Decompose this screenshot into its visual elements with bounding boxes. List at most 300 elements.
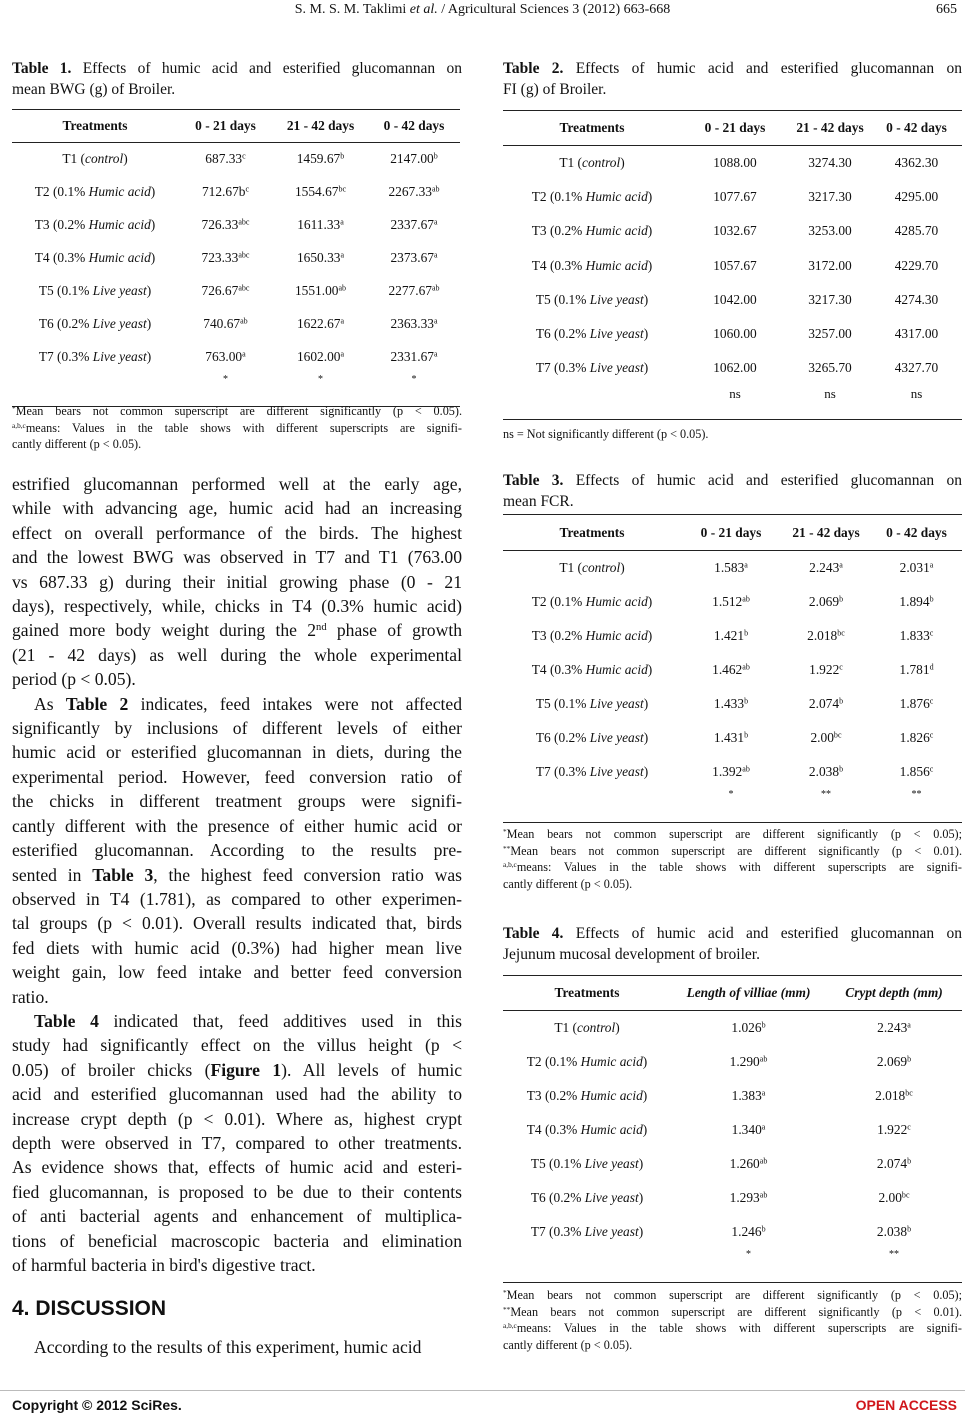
- treatment-prefix: T2 (0.1%: [531, 593, 586, 609]
- value: 1042.00: [713, 291, 757, 307]
- treatment-name: Humic acid: [88, 217, 151, 232]
- treatment-cell: [12, 242, 178, 275]
- value-cell: [681, 214, 789, 248]
- treatment-name: Humic acid: [580, 1121, 643, 1137]
- value-cell: [368, 242, 460, 275]
- text-run: Effects of humic acid and esterified glucomannan on: [563, 472, 962, 489]
- treatment-prefix: T3 (0.2%: [34, 217, 89, 232]
- treatment-cell: [503, 351, 681, 385]
- treatment-suffix: ): [647, 188, 653, 204]
- table-row: [503, 755, 962, 789]
- column-header: 0 - 42 days: [886, 524, 947, 540]
- column-header: 21 - 42 days: [792, 524, 860, 540]
- text-run: 0.05) of broiler chicks (: [12, 1059, 211, 1080]
- table-row: [503, 1011, 962, 1045]
- significance-row: [503, 1249, 962, 1283]
- treatment-name: Live yeast: [92, 316, 147, 331]
- value: 1602.00: [296, 349, 341, 364]
- table-row: [503, 214, 962, 248]
- treatment-name: Live yeast: [589, 326, 644, 342]
- value-cell: [826, 1147, 962, 1181]
- text-line: [503, 58, 962, 79]
- treatment-suffix: ): [643, 291, 649, 307]
- value: 1.290: [729, 1053, 760, 1069]
- value: 1.246: [731, 1223, 762, 1239]
- open-access-label: OPEN ACCESS: [855, 1397, 957, 1413]
- paragraph: [12, 472, 462, 692]
- value: 2.069: [876, 1053, 908, 1069]
- text-run: mean FCR.: [503, 493, 574, 510]
- table3: [503, 514, 962, 823]
- value-cell: [826, 1045, 962, 1079]
- superscript: *: [12, 403, 16, 413]
- significance-letter: a: [340, 316, 345, 326]
- value: 4317.00: [894, 326, 939, 342]
- value-cell: [681, 653, 781, 687]
- text-run: esterified glucomannan. According to the results pre-: [12, 840, 462, 861]
- value-cell: [671, 1079, 826, 1113]
- table-row: [12, 308, 460, 341]
- text-run: days), respectively, while, chicks in T4 (0.3% humic acid): [12, 596, 462, 617]
- column-header: Treatments: [559, 120, 625, 135]
- text-line: [12, 789, 462, 813]
- treatment-cell: [503, 1147, 671, 1181]
- significance-letter: b: [340, 151, 345, 161]
- significance-letter: a: [340, 250, 345, 260]
- table4-footnote: [503, 1287, 962, 1353]
- discussion-first-line: According to the results of this experiment, humic acid: [34, 1337, 422, 1357]
- text-line: [12, 814, 462, 838]
- value: 2267.33: [388, 184, 432, 199]
- value-cell: [368, 143, 460, 176]
- header-journal: / Agricultural Sciences 3 (2012) 663-668: [437, 2, 671, 17]
- table-row: [503, 551, 962, 585]
- treatment-suffix: ): [647, 593, 653, 609]
- text-run: study had significantly effect on the villus height (p <: [12, 1035, 462, 1056]
- data-table: [503, 975, 962, 1283]
- text-line: [12, 403, 462, 420]
- treatment-name: Live yeast: [584, 1223, 639, 1239]
- empty-cell: [503, 1249, 671, 1283]
- value-cell: [789, 146, 871, 180]
- treatment-suffix: ): [150, 217, 156, 232]
- text-run: (21 - 42 days) as well during the whole experimental: [12, 644, 462, 665]
- text-line: [12, 643, 462, 667]
- text-line: [503, 491, 962, 512]
- significance-letter: a: [433, 250, 438, 260]
- significance-marker: **: [889, 1248, 899, 1260]
- value-cell: [789, 317, 871, 351]
- significance-letter: c: [839, 662, 843, 672]
- text-run: depth were observed in T7, compared to other treatments.: [12, 1132, 462, 1153]
- value-cell: [681, 283, 789, 317]
- table-row: [503, 619, 962, 653]
- treatment-name: control: [582, 559, 621, 575]
- significance-letter: bc: [901, 1190, 910, 1200]
- treatment-name: Humic acid: [580, 1053, 643, 1069]
- value: 4327.70: [894, 360, 939, 376]
- significance-letter: a: [761, 1122, 766, 1132]
- value: 726.33: [201, 217, 239, 232]
- treatment-cell: [503, 1045, 671, 1079]
- text-run: ). All levels of humic: [281, 1059, 463, 1080]
- treatment-prefix: T7 (0.3%: [535, 360, 590, 376]
- text-run: means: Values in the table shows with different superscripts are signifi-: [516, 1321, 962, 1335]
- treatment-prefix: T1 (: [554, 1019, 578, 1035]
- significance-marker: *: [318, 373, 323, 385]
- significance-letter: b: [929, 594, 934, 604]
- value: 687.33: [205, 151, 243, 167]
- paragraph: [12, 692, 462, 1009]
- header-row: [12, 110, 460, 143]
- value: 2.00: [810, 729, 834, 745]
- significance-marker: **: [911, 788, 922, 800]
- bold-ref: Figure 1: [210, 1059, 282, 1080]
- significance-row: [503, 386, 962, 420]
- significance-letter: b: [907, 1156, 912, 1166]
- text-run: experimental period. However, feed conversion ratio of: [12, 766, 462, 787]
- treatment-prefix: T6 (0.2%: [38, 316, 93, 331]
- significance-letter: d: [929, 662, 934, 672]
- significance-row: [503, 789, 962, 823]
- superscript: a,b,c: [503, 1320, 517, 1330]
- text-run: means: Values in the table shows with different superscripts are signifi-: [516, 860, 962, 874]
- significance-letter: abc: [238, 217, 250, 227]
- table-row: [503, 1079, 962, 1113]
- value: 4229.70: [894, 257, 939, 273]
- value: 2.074: [876, 1155, 908, 1171]
- text-run: gained more body weight during the 2: [12, 620, 317, 641]
- value: 2.069: [808, 593, 840, 609]
- data-table: [503, 514, 962, 823]
- data-table: [12, 109, 460, 407]
- treatment-prefix: T4 (0.3%: [34, 250, 89, 265]
- text-run: significantly by inclusions of different levels of either: [12, 718, 462, 739]
- value: 1088.00: [713, 154, 757, 170]
- value: 740.67: [203, 316, 241, 331]
- value: 1.026: [731, 1019, 762, 1035]
- text-line: [12, 1253, 462, 1277]
- treatment-cell: [503, 755, 681, 789]
- value-cell: [681, 551, 781, 585]
- treatment-suffix: ): [643, 326, 649, 342]
- treatment-prefix: T1 (: [559, 559, 583, 575]
- value-cell: [368, 209, 460, 242]
- table-body: [503, 146, 962, 420]
- text-run: observed in T4 (1.781), as compared to other experimen-: [12, 888, 462, 909]
- value: 3274.30: [808, 154, 852, 170]
- treatment-suffix: ): [638, 1223, 644, 1239]
- treatment-name: Live yeast: [589, 763, 644, 779]
- text-line: [12, 58, 462, 79]
- text-run: As: [34, 693, 66, 714]
- treatment-prefix: T7 (0.3%: [535, 763, 590, 779]
- significance-letter: a: [340, 349, 345, 359]
- value-cell: [826, 1113, 962, 1147]
- value: 2.00: [878, 1189, 902, 1205]
- text-line: [12, 838, 462, 862]
- treatment-cell: [503, 1215, 671, 1249]
- treatment-cell: [503, 1181, 671, 1215]
- text-run: of anti bacterial agents and enhancement of multiplica-: [12, 1206, 462, 1227]
- text-line: [12, 618, 462, 642]
- treatment-suffix: ): [643, 695, 649, 711]
- treatment-suffix: ): [620, 154, 625, 170]
- text-run: Mean bears not common superscript are different significantly (p < 0.05).: [15, 404, 462, 418]
- value: 2337.67: [390, 217, 434, 232]
- text-run: fied glucomannan, is proposed to be due to their contents: [12, 1181, 462, 1202]
- value: 1.392: [712, 763, 743, 779]
- value: 1.462: [712, 661, 743, 677]
- table-row: [503, 1045, 962, 1079]
- treatment-suffix: ): [643, 360, 649, 376]
- value-cell: [781, 585, 871, 619]
- treatment-suffix: ): [647, 661, 653, 677]
- value-cell: [789, 214, 871, 248]
- text-run: sented in: [12, 864, 93, 885]
- value: 3253.00: [808, 223, 852, 239]
- value: 1650.33: [296, 250, 341, 265]
- text-run: mean BWG (g) of Broiler.: [12, 81, 176, 98]
- table-row: [12, 176, 460, 209]
- treatment-cell: [503, 1113, 671, 1147]
- significance-marker: ns: [910, 385, 923, 401]
- value: 1.383: [731, 1087, 762, 1103]
- value: 1551.00: [294, 283, 339, 298]
- text-line: [12, 521, 462, 545]
- treatment-prefix: T5 (0.1%: [535, 291, 590, 307]
- value-cell: [681, 180, 789, 214]
- value: 1.781: [899, 661, 930, 677]
- superscript: a,b,c: [503, 859, 517, 869]
- text-line: [12, 692, 462, 716]
- significance-marker: *: [411, 373, 417, 385]
- treatment-prefix: T2 (0.1%: [526, 1053, 581, 1069]
- header-row: [503, 976, 962, 1011]
- significance-letter: b: [839, 696, 844, 706]
- header-row: [503, 515, 962, 551]
- header-row: [503, 111, 962, 146]
- text-line: [12, 985, 462, 1009]
- value-cell: [681, 721, 781, 755]
- value-cell: [871, 351, 962, 385]
- treatment-suffix: ): [638, 1155, 644, 1171]
- text-run: humic acid or esterified glucomannan in diets, during the: [12, 742, 462, 763]
- text-line: [12, 936, 462, 960]
- table-header: [503, 515, 962, 551]
- text-run: means: Values in the table shows with different superscripts are signifi-: [25, 420, 462, 435]
- value: 3217.30: [808, 188, 852, 204]
- value: 3265.70: [808, 360, 852, 376]
- treatment-suffix: ): [642, 1053, 648, 1069]
- copyright: Copyright © 2012 SciRes.: [12, 1397, 182, 1413]
- value-cell: [871, 317, 962, 351]
- treatment-prefix: T5 (0.1%: [530, 1155, 585, 1171]
- treatment-suffix: ): [647, 223, 653, 239]
- text-line: [12, 1033, 462, 1057]
- value: 4295.00: [894, 188, 939, 204]
- empty-cell: [503, 789, 681, 823]
- significance-letter: a: [433, 316, 438, 326]
- text-run: fed diets with humic acid (0.3%) had higher mean live: [12, 937, 462, 958]
- table-row: [503, 1147, 962, 1181]
- value: 2331.67: [390, 349, 434, 364]
- text-run: phase of growth: [326, 620, 462, 641]
- text-line: [12, 545, 462, 569]
- significance-marker: ns: [729, 385, 741, 401]
- value-cell: [871, 653, 962, 687]
- column-header: 0 - 21 days: [704, 120, 766, 135]
- value-cell: [671, 1215, 826, 1249]
- treatment-name: Humic acid: [585, 593, 648, 609]
- treatment-prefix: T3 (0.2%: [531, 223, 586, 239]
- value-cell: [178, 275, 273, 308]
- text-line: [503, 1320, 962, 1337]
- column-header: Treatments: [62, 118, 128, 133]
- significance-letter: a: [839, 560, 843, 570]
- running-header: [0, 2, 965, 18]
- text-run: As evidence shows that, effects of humic acid and esteri-: [12, 1157, 462, 1178]
- value-cell: [178, 143, 273, 176]
- significance-letter: b: [761, 1224, 766, 1234]
- treatment-suffix: ): [150, 184, 156, 199]
- value: 763.00: [205, 349, 243, 364]
- table-header: [503, 111, 962, 146]
- value: 1.340: [731, 1121, 762, 1137]
- significance-letter: a: [761, 1088, 766, 1098]
- text-run: while with advancing age, humic acid had an increasing: [12, 498, 462, 519]
- value-cell: [871, 619, 962, 653]
- treatment-cell: [503, 653, 681, 687]
- table-row: [12, 143, 460, 176]
- text-line: [12, 1107, 462, 1131]
- text-run: indicated that, feed additives used in this: [98, 1010, 463, 1031]
- value-cell: [273, 242, 368, 275]
- treatment-name: Humic acid: [585, 223, 648, 239]
- treatment-suffix: ): [146, 283, 152, 298]
- table-row: [503, 1215, 962, 1249]
- treatment-cell: [12, 209, 178, 242]
- value-cell: [273, 209, 368, 242]
- significance-letter: b: [761, 1020, 766, 1030]
- superscript: a,b,c: [12, 420, 26, 430]
- value-cell: [178, 341, 273, 374]
- table-row: [503, 146, 962, 180]
- value: 1.856: [899, 763, 930, 779]
- text-run: increase crypt depth (p < 0.01). Where as, highest crypt: [12, 1108, 462, 1129]
- value: 3172.00: [808, 257, 852, 273]
- table-row: [503, 351, 962, 385]
- value: 2.018: [875, 1087, 906, 1103]
- treatment-prefix: T6 (0.2%: [530, 1189, 585, 1205]
- significance-marker: *: [746, 1248, 751, 1260]
- significance-letter: c: [929, 764, 934, 774]
- treatment-prefix: T4 (0.3%: [531, 257, 586, 273]
- text-line: [12, 472, 462, 496]
- value-cell: [681, 755, 781, 789]
- value-cell: [871, 214, 962, 248]
- table2: [503, 110, 962, 420]
- text-run: Mean bears not common superscript are different significantly (p < 0.01).: [510, 843, 962, 858]
- column-header: 0 - 21 days: [195, 118, 256, 133]
- treatment-prefix: T3 (0.2%: [531, 627, 586, 643]
- text-line: [503, 1304, 962, 1321]
- treatment-name: Humic acid: [580, 1087, 643, 1103]
- table-row: [503, 283, 962, 317]
- value: 3257.00: [808, 326, 852, 342]
- significance-letter: a: [929, 560, 934, 570]
- treatment-prefix: T2 (0.1%: [34, 184, 89, 199]
- text-run: Jejunum mucosal development of broiler.: [503, 946, 760, 963]
- treatment-name: Live yeast: [589, 291, 644, 307]
- table-row: [12, 242, 460, 275]
- table-row: [503, 248, 962, 282]
- treatment-cell: [12, 143, 178, 176]
- treatment-suffix: ): [150, 250, 156, 265]
- bold-ref: Table 2.: [503, 60, 564, 77]
- text-run: estrified glucomannan performed well at the early age,: [12, 474, 462, 494]
- column-header: 21 - 42 days: [796, 120, 864, 135]
- significance-letter: bc: [833, 730, 842, 740]
- table-row: [503, 721, 962, 755]
- text-run: the chicks in different treatment groups were signifi-: [12, 791, 462, 812]
- text-run: Effects of humic acid and esterified glucomannan on: [563, 925, 962, 942]
- significance-letter: ab: [742, 764, 750, 774]
- treatment-name: Humic acid: [585, 188, 648, 204]
- treatment-suffix: ): [642, 1087, 648, 1103]
- text-line: [503, 1337, 962, 1354]
- value-cell: [871, 585, 962, 619]
- text-line: [12, 960, 462, 984]
- significance-marker: ns: [824, 385, 836, 401]
- value: 1057.67: [713, 257, 757, 273]
- value: 1060.00: [713, 326, 757, 342]
- treatment-cell: [12, 308, 178, 341]
- value-cell: [871, 283, 962, 317]
- treatment-cell: [503, 283, 681, 317]
- bold-ref: Table 3: [92, 864, 154, 885]
- value-cell: [671, 1181, 826, 1215]
- value-cell: [671, 1147, 826, 1181]
- bold-ref: Table 2: [65, 693, 129, 714]
- table-row: [503, 687, 962, 721]
- value: 2147.00: [390, 151, 434, 167]
- treatment-name: Live yeast: [92, 283, 147, 298]
- text-line: [12, 1058, 462, 1082]
- value-cell: [826, 1215, 962, 1249]
- text-run: and the lowest BWG was observed in T7 and T1 (763.00: [12, 547, 462, 568]
- table2-footnote: [503, 426, 962, 443]
- bold-ref: Table 1.: [12, 60, 72, 77]
- significance-row: [12, 374, 460, 407]
- table-row: [503, 1181, 962, 1215]
- value-cell: [826, 1079, 962, 1113]
- text-run: period (p < 0.05).: [12, 669, 136, 690]
- significance-letter: c: [929, 696, 934, 706]
- treatment-cell: [503, 687, 681, 721]
- treatment-suffix: ): [643, 763, 649, 779]
- value-cell: [178, 209, 273, 242]
- text-run: ratio.: [12, 986, 49, 1007]
- treatment-cell: [503, 585, 681, 619]
- paragraph: [12, 1009, 462, 1277]
- treatment-name: control: [85, 151, 124, 167]
- header-etal: et al.: [409, 2, 438, 17]
- text-run: , the highest feed conversion ratio was: [153, 864, 462, 885]
- text-run: Mean bears not common superscript are different significantly (p < 0.05);: [506, 827, 962, 841]
- discussion-paragraph: [12, 1335, 462, 1359]
- significance-marker: **: [821, 788, 831, 800]
